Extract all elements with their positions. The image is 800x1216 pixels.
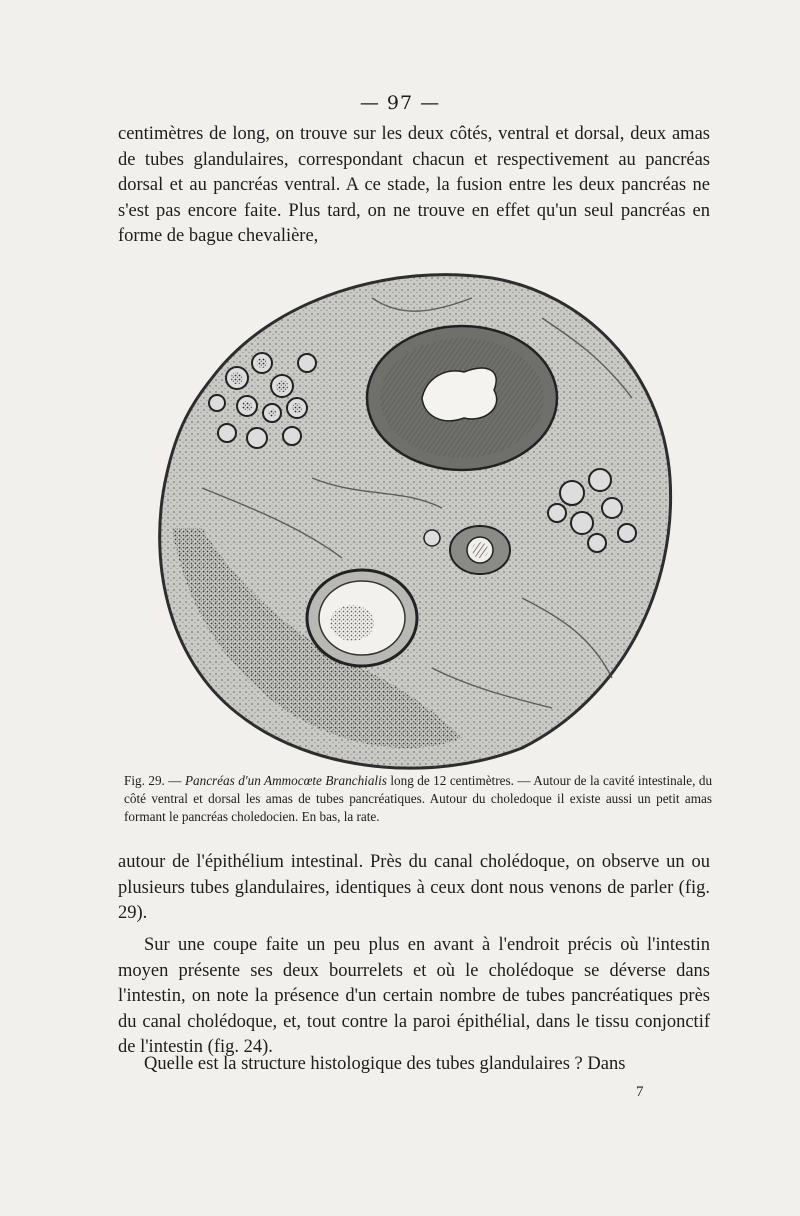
figure-caption bbox=[124, 772, 712, 826]
figure-caption-text: long de 12 centimètres. — Autour de la cavité intestinale, du côté ventral et dorsal les amas de tubes pancréatiques. Autour du choledoque il existe aussi un petit amas formant le pancréas choledocien. En bas, la rate. bbox=[124, 773, 713, 824]
body-paragraph-4: Quelle est la structure histologique des tubes glandulaires ? Dans bbox=[144, 1054, 626, 1074]
signature-mark: 7 bbox=[636, 1084, 644, 1100]
figure-title: Pancréas d'un Ammocœte Branchialis bbox=[184, 773, 387, 788]
page-number: — 97 — bbox=[359, 92, 441, 114]
body-paragraph-2: autour de l'épithélium intestinal. Près du canal cholédoque, on observe un ou plusieurs tubes glandulaires, identiques à ceux dont nous venons de parler (fig. 29). bbox=[118, 852, 710, 923]
figure-label: Fig. 29. — bbox=[124, 773, 182, 788]
histology-section-drawing bbox=[142, 258, 682, 778]
figure-29-histology-illustration bbox=[142, 258, 682, 778]
body-paragraph-3: Sur une coupe faite un peu plus en avant à l'endroit précis où l'intestin moyen présente ses deux bourrelets et où le cholédoque se déverse dans l'intestin, on note la présence d'un certain nombre de tubes pancréatiques près du canal cholédoque, et, tout contre la paroi épithélial, dans le tissu conjonctif de l'intestin (fig. 24). bbox=[118, 935, 710, 1057]
round-vessel bbox=[307, 570, 417, 666]
body-paragraph-1: centimètres de long, on trouve sur les deux côtés, ventral et dorsal, deux amas de tubes glandulaires, correspondant chacun et respectivement au pancréas dorsal et au pancréas ventral. A ce stade, la fusion entre les deux pancréas ne s'est pas encore faite. Plus tard, on ne trouve en effet qu'un seul pancréas en forme de bague chevalière, bbox=[118, 124, 710, 246]
